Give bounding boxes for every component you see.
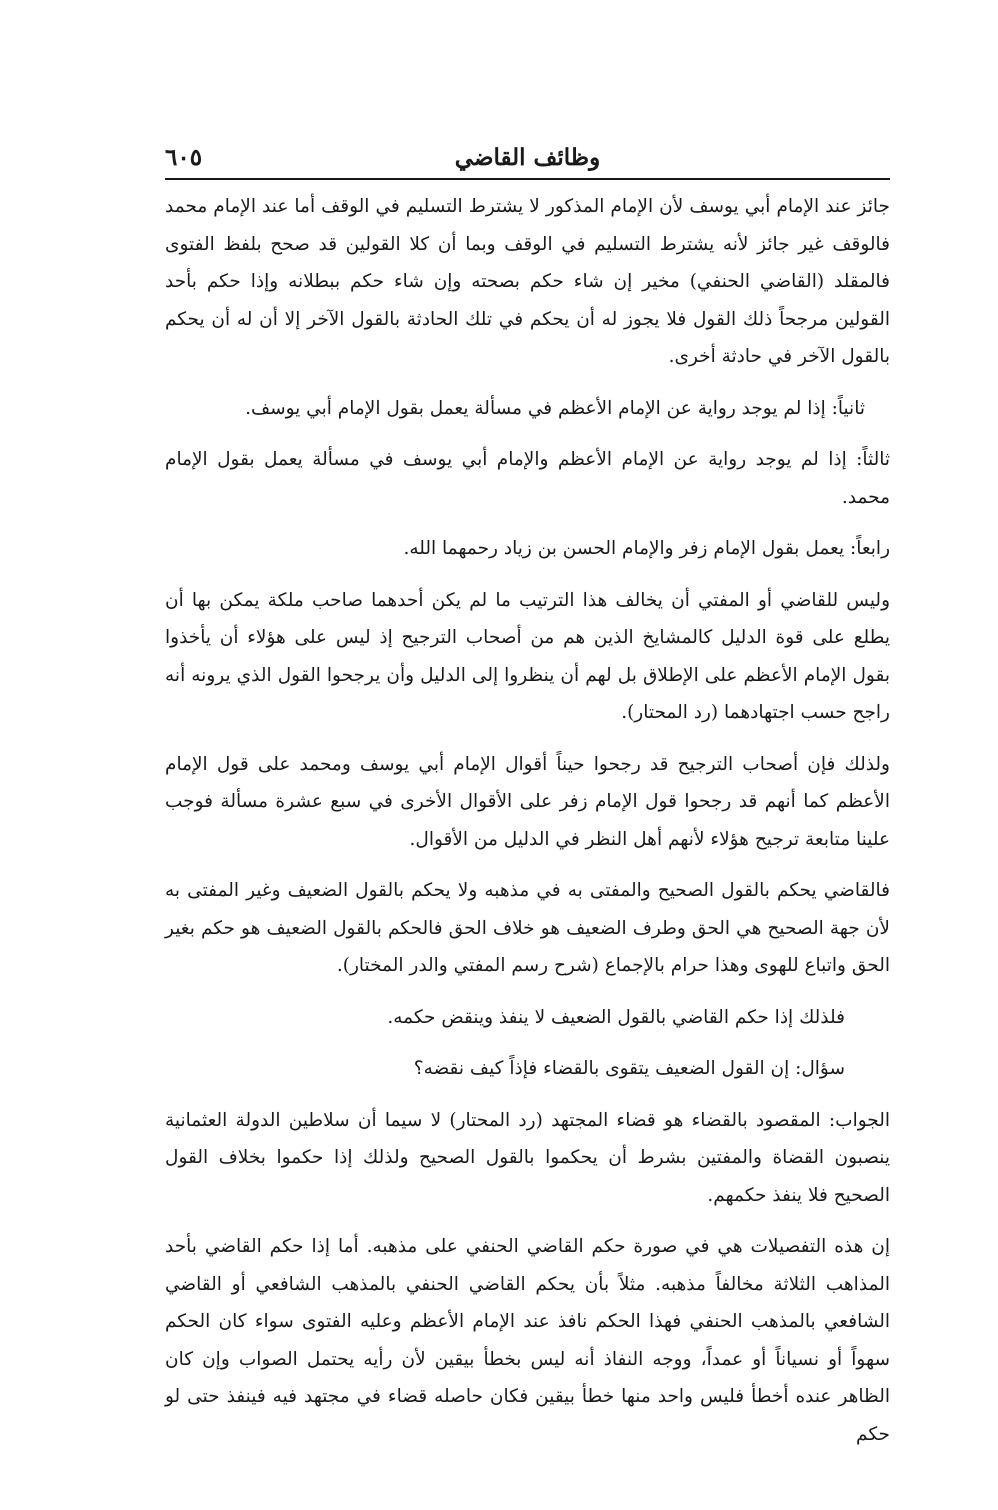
paragraph-question: سؤال: إن القول الضعيف يتقوى بالقضاء فإذاً كيف نقضه؟ [413,1058,845,1079]
body-text [165,188,890,1453]
page-number: ٦٠٥ [165,144,203,171]
paragraph-correct-opinion: فالقاضي يحكم بالقول الصحيح والمفتى به في مذهبه ولا يحكم بالقول الضعيف وغير المفتى به لأن جهة الصحيح هي الحق وطرف الضعيف هو خلاف الحق فالحكم بالقول الضعيف هو حكم بغير الحق واتباع للهوى وهذا حرام بالإجماع (شرح رسم المفتي والدر المختار). [165,880,890,976]
paragraph-other-madhhab: إن هذه التفصيلات هي في صورة حكم القاضي الحنفي على مذهبه. أما إذا حكم القاضي بأحد المذاهب الثلاثة مخالفاً مذهبه. مثلاً بأن يحكم القاضي الحنفي بالمذهب الشافعي أو القاضي الشافعي بالمذهب الحنفي فهذا الحكم نافذ عند الإمام الأعظم وعليه الفتوى سواء كان الحكم سهواً أو نسياناً أو عمداً، ووجه النفاذ أنه ليس بخطأ بيقين لأن رأيه يحتمل الصواب وإن كان الظاهر عنده أخطأ فليس واحد منها خطأ بيقين فكان حاصله قضاء في مجتهد فيه فينفذ حتى لو حكم [165,1236,890,1445]
paragraph-order-rule: وليس للقاضي أو المفتي أن يخالف هذا الترتيب ما لم يكن أحدهما صاحب ملكة يمكن بها أن يطلع على قوة الدليل كالمشايخ الذين هم من أصحاب الترجيح إذ ليس على هؤلاء أن يأخذوا بقول الإمام الأعظم على الإطلاق بل لهم أن ينظروا إلى الدليل وأن يرجحوا القول الذي يرونه أنه راجح حسب اجتهادهما (رد المحتار). [165,589,890,723]
paragraph-second-rule: ثانياً: إذا لم يوجد رواية عن الإمام الأعظم في مسألة يعمل بقول الإمام أبي يوسف. [245,397,865,419]
header-rule [165,178,890,180]
paragraph-waqf-ruling: جائز عند الإمام أبي يوسف لأن الإمام المذكور لا يشترط التسليم في الوقف أما عند الإمام محمد فالوقف غير جائز لأنه يشترط التسليم في الوقف وبما أن كلا القولين قد صحح بلفظ الفتوى فالمقلد (القاضي الحنفي) مخير إن شاء حكم بصحته وإن شاء حكم ببطلانه وإذا حكم بأحد القولين مرجحاً ذلك القول فلا يجوز له أن يحكم في تلك الحادثة بالقول الآخر إلا أن له أن يحكم بالقول الآخر في حادثة أخرى. [165,196,890,367]
paragraph-tarjih: ولذلك فإن أصحاب الترجيح قد رجحوا حيناً أقوال الإمام أبي يوسف ومحمد على قول الإمام الأعظم كما أنهم قد رجحوا قول الإمام زفر على الأقوال الأخرى في سبع عشرة مسألة فوجب علينا متابعة ترجيح هؤلاء لأنهم أهل النظر في الدليل من الأقوال. [165,753,890,850]
page-header [165,140,890,180]
paragraph-invalid-ruling: فلذلك إذا حكم القاضي بالقول الضعيف لا ينفذ وينقض حكمه. [387,1006,845,1028]
paragraph-fourth-rule: رابعاً: يعمل بقول الإمام زفر والإمام الحسن بن زياد رحمهما الله. [403,538,890,559]
running-title: وظائف القاضي [454,144,601,171]
paragraph-answer: الجواب: المقصود بالقضاء هو قضاء المجتهد (رد المحتار) لا سيما أن سلاطين الدولة العثمانية ينصبون القضاة والمفتين بشرط أن يحكموا بالقول الصحيح ولذلك إذا حكموا بخلاف القول الصحيح فلا ينفذ حكمهم. [165,1109,890,1206]
paragraph-third-rule: ثالثاً: إذا لم يوجد رواية عن الإمام الأعظم والإمام أبي يوسف في مسألة يعمل بقول الإمام محمد. [165,449,890,508]
